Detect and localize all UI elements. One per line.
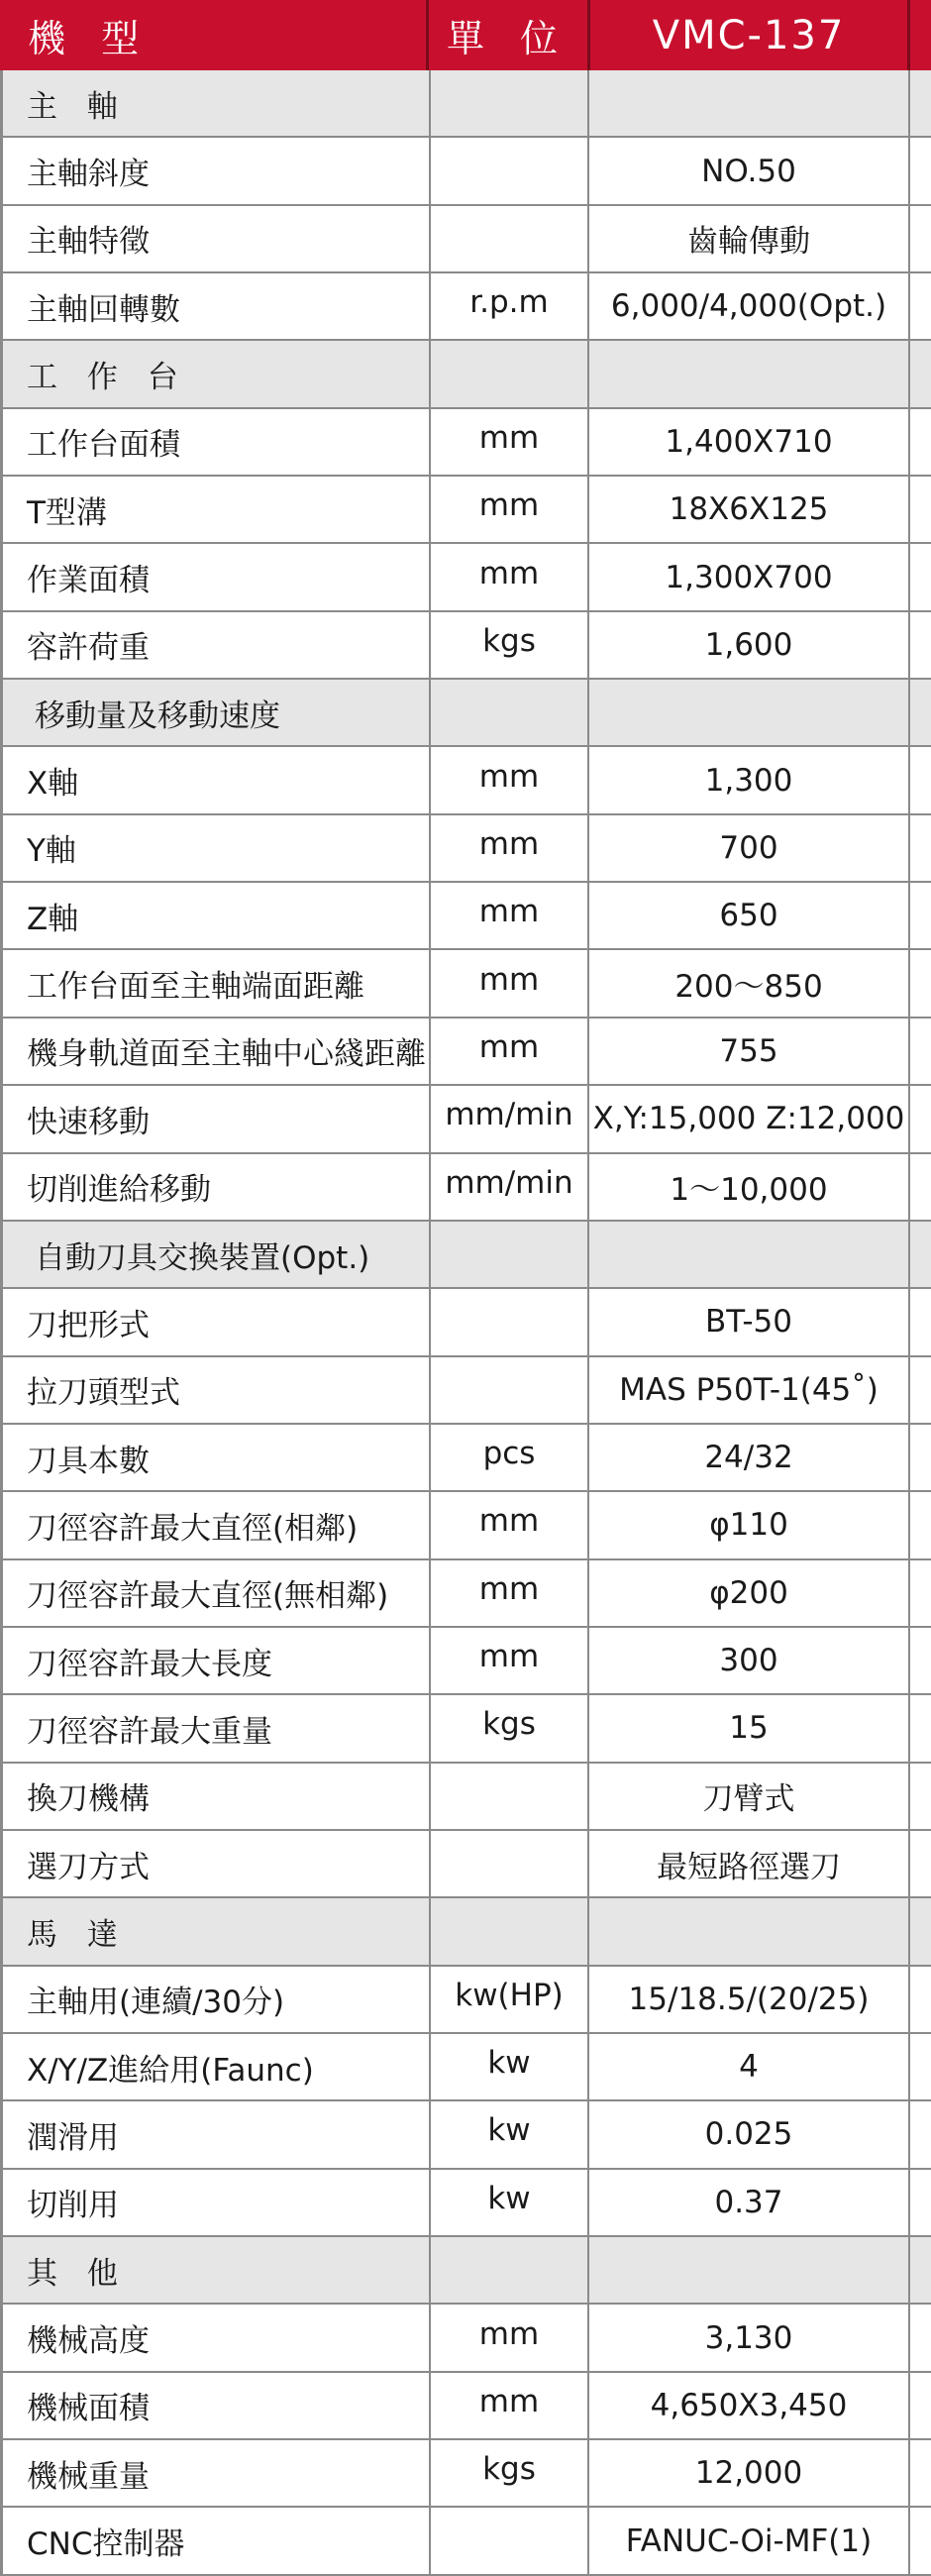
spec-label: 主軸回轉數	[0, 273, 429, 339]
spec-value: 12,000	[587, 2440, 910, 2506]
spec-label: 刀把形式	[0, 1289, 429, 1354]
spec-unit	[429, 1222, 587, 1287]
spec-value: 15	[587, 1695, 910, 1761]
spec-row	[0, 2101, 931, 2169]
spec-label: 機械面積	[0, 2373, 429, 2438]
spec-label: 刀徑容許最大重量	[0, 1695, 429, 1761]
spec-row	[0, 950, 931, 1018]
spec-label: 主軸用(連續/30分)	[0, 1967, 429, 2032]
row-edge	[910, 1289, 931, 1354]
spec-label: 機身軌道面至主軸中心綫距離	[0, 1019, 429, 1084]
spec-row	[0, 612, 931, 680]
spec-row	[0, 477, 931, 544]
row-edge	[910, 273, 931, 339]
spec-value	[587, 70, 910, 136]
section-label: 其 他	[0, 2237, 429, 2303]
spec-unit: mm	[429, 544, 587, 609]
spec-value: 200～850	[587, 950, 910, 1016]
spec-value: X,Y:15,000 Z:12,000	[587, 1086, 910, 1151]
section-row	[0, 70, 931, 138]
spec-label: 選刀方式	[0, 1831, 429, 1896]
spec-label: 主軸特徵	[0, 206, 429, 271]
spec-unit: mm/min	[429, 1154, 587, 1220]
spec-value: φ200	[587, 1560, 910, 1626]
spec-value: φ110	[587, 1492, 910, 1557]
spec-unit: mm/min	[429, 1086, 587, 1151]
spec-label: 切削進給移動	[0, 1154, 429, 1220]
spec-unit	[429, 2237, 587, 2303]
spec-unit	[429, 2508, 587, 2573]
spec-value	[587, 341, 910, 406]
spec-value	[587, 680, 910, 745]
spec-label: 容許荷重	[0, 612, 429, 678]
spec-label: T型溝	[0, 477, 429, 542]
row-edge	[910, 612, 931, 678]
spec-unit	[429, 341, 587, 406]
spec-label: 機械高度	[0, 2305, 429, 2370]
spec-row	[0, 544, 931, 611]
row-edge	[910, 1628, 931, 1693]
spec-unit	[429, 206, 587, 271]
spec-label: 拉刀頭型式	[0, 1357, 429, 1423]
spec-unit	[429, 1898, 587, 1964]
row-edge	[910, 1898, 931, 1964]
spec-unit	[429, 1357, 587, 1423]
row-edge	[910, 1831, 931, 1896]
spec-value	[587, 1898, 910, 1964]
spec-row	[0, 1492, 931, 1559]
spec-row	[0, 2034, 931, 2101]
spec-unit: mm	[429, 2305, 587, 2370]
model-name-header: VMC-137	[587, 0, 910, 70]
spec-row	[0, 2373, 931, 2440]
row-edge	[910, 2034, 931, 2099]
row-edge	[910, 2101, 931, 2167]
spec-row	[0, 1628, 931, 1695]
spec-value	[587, 2237, 910, 2303]
spec-label: 刀具本數	[0, 1425, 429, 1490]
spec-row	[0, 883, 931, 950]
section-row	[0, 1898, 931, 1966]
row-edge	[910, 341, 931, 406]
spec-unit: mm	[429, 2373, 587, 2438]
row-edge	[910, 1019, 931, 1084]
spec-row	[0, 409, 931, 477]
table-header	[0, 0, 931, 70]
row-edge	[910, 815, 931, 881]
spec-unit: mm	[429, 883, 587, 948]
spec-row	[0, 273, 931, 341]
spec-unit: r.p.m	[429, 273, 587, 339]
spec-row	[0, 206, 931, 273]
spec-value: 刀臂式	[587, 1764, 910, 1829]
section-row	[0, 680, 931, 747]
spec-unit: kgs	[429, 1695, 587, 1761]
spec-value: MAS P50T-1(45˚)	[587, 1357, 910, 1423]
spec-value: 300	[587, 1628, 910, 1693]
row-edge	[910, 2508, 931, 2573]
spec-label: X/Y/Z進給用(Faunc)	[0, 2034, 429, 2099]
spec-row	[0, 1764, 931, 1831]
spec-label: 刀徑容許最大長度	[0, 1628, 429, 1693]
spec-row	[0, 1967, 931, 2034]
spec-row	[0, 1019, 931, 1086]
row-edge	[910, 409, 931, 475]
spec-unit	[429, 1831, 587, 1896]
spec-unit	[429, 680, 587, 745]
spec-unit: kgs	[429, 2440, 587, 2506]
row-edge	[910, 680, 931, 745]
spec-value: 1～10,000	[587, 1154, 910, 1220]
spec-unit	[429, 138, 587, 203]
spec-row	[0, 2508, 931, 2575]
spec-row	[0, 1357, 931, 1425]
spec-label: X軸	[0, 747, 429, 812]
row-edge	[910, 1086, 931, 1151]
spec-value: 4	[587, 2034, 910, 2099]
row-edge	[910, 1695, 931, 1761]
section-label: 自動刀具交換裝置(Opt.)	[0, 1222, 429, 1287]
row-edge	[910, 1154, 931, 1220]
spec-row	[0, 1289, 931, 1356]
spec-unit: kw	[429, 2034, 587, 2099]
unit-column-header: 單 位	[426, 0, 587, 70]
spec-row	[0, 815, 931, 883]
row-edge	[910, 2237, 931, 2303]
spec-label: 工作台面至主軸端面距離	[0, 950, 429, 1016]
spec-value: 3,130	[587, 2305, 910, 2370]
row-edge	[910, 138, 931, 203]
spec-value: 0.37	[587, 2170, 910, 2235]
spec-unit: kw	[429, 2101, 587, 2167]
spec-row	[0, 1425, 931, 1492]
section-label: 工 作 台	[0, 341, 429, 406]
spec-unit: mm	[429, 409, 587, 475]
section-row	[0, 2237, 931, 2305]
spec-table-body	[0, 70, 931, 2576]
spec-label: Z軸	[0, 883, 429, 948]
spec-unit: mm	[429, 477, 587, 542]
row-edge	[910, 1967, 931, 2032]
spec-unit	[429, 1764, 587, 1829]
spec-row	[0, 138, 931, 205]
spec-unit: mm	[429, 1019, 587, 1084]
spec-unit: kw	[429, 2170, 587, 2235]
spec-row	[0, 1560, 931, 1628]
section-label: 主 軸	[0, 70, 429, 136]
spec-unit: mm	[429, 1628, 587, 1693]
row-edge	[910, 477, 931, 542]
section-row	[0, 1222, 931, 1289]
spec-row	[0, 2440, 931, 2508]
spec-row	[0, 1831, 931, 1898]
spec-value: 15/18.5/(20/25)	[587, 1967, 910, 2032]
spec-row	[0, 2170, 931, 2237]
row-edge	[910, 747, 931, 812]
spec-label: 換刀機構	[0, 1764, 429, 1829]
spec-row	[0, 747, 931, 814]
row-edge	[910, 1425, 931, 1490]
spec-unit	[429, 1289, 587, 1354]
spec-value	[587, 1222, 910, 1287]
row-edge	[910, 544, 931, 609]
spec-row	[0, 1695, 931, 1763]
row-edge	[910, 2440, 931, 2506]
spec-value: 4,650X3,450	[587, 2373, 910, 2438]
spec-label: 作業面積	[0, 544, 429, 609]
row-edge	[910, 1492, 931, 1557]
spec-row	[0, 1086, 931, 1153]
spec-unit: mm	[429, 1492, 587, 1557]
spec-value: 18X6X125	[587, 477, 910, 542]
spec-row	[0, 2305, 931, 2372]
row-edge	[910, 1222, 931, 1287]
spec-value: 1,600	[587, 612, 910, 678]
spec-unit: mm	[429, 815, 587, 881]
spec-value: 0.025	[587, 2101, 910, 2167]
row-edge	[910, 1357, 931, 1423]
spec-label: 刀徑容許最大直徑(無相鄰)	[0, 1560, 429, 1626]
spec-value: 24/32	[587, 1425, 910, 1490]
spec-value: 650	[587, 883, 910, 948]
spec-unit	[429, 70, 587, 136]
row-edge	[910, 1560, 931, 1626]
spec-label: CNC控制器	[0, 2508, 429, 2573]
spec-unit: mm	[429, 747, 587, 812]
spec-label: 工作台面積	[0, 409, 429, 475]
row-edge	[910, 206, 931, 271]
spec-unit: mm	[429, 950, 587, 1016]
spec-value: 1,400X710	[587, 409, 910, 475]
row-edge	[910, 2305, 931, 2370]
spec-label: 快速移動	[0, 1086, 429, 1151]
row-edge	[910, 2373, 931, 2438]
section-label: 移動量及移動速度	[0, 680, 429, 745]
spec-value: FANUC-Oi-MF(1)	[587, 2508, 910, 2573]
spec-label: 機械重量	[0, 2440, 429, 2506]
spec-label: 主軸斜度	[0, 138, 429, 203]
spec-value: 1,300X700	[587, 544, 910, 609]
spec-unit: kw(HP)	[429, 1967, 587, 2032]
row-edge	[910, 70, 931, 136]
spec-value: BT-50	[587, 1289, 910, 1354]
spec-unit: pcs	[429, 1425, 587, 1490]
row-edge	[910, 2170, 931, 2235]
spec-value: 齒輪傳動	[587, 206, 910, 271]
spec-label: 切削用	[0, 2170, 429, 2235]
spec-unit: mm	[429, 1560, 587, 1626]
spec-value: NO.50	[587, 138, 910, 203]
spec-label: 刀徑容許最大直徑(相鄰)	[0, 1492, 429, 1557]
spec-value: 6,000/4,000(Opt.)	[587, 273, 910, 339]
section-label: 馬 達	[0, 1898, 429, 1964]
spec-label: Y軸	[0, 815, 429, 881]
spec-label: 潤滑用	[0, 2101, 429, 2167]
spec-value: 1,300	[587, 747, 910, 812]
row-edge	[910, 950, 931, 1016]
spec-unit: kgs	[429, 612, 587, 678]
spec-row	[0, 1154, 931, 1222]
spec-value: 最短路徑選刀	[587, 1831, 910, 1896]
row-edge	[910, 883, 931, 948]
spec-value: 755	[587, 1019, 910, 1084]
model-column-header: 機 型	[0, 0, 426, 70]
header-edge	[910, 0, 931, 70]
row-edge	[910, 1764, 931, 1829]
section-row	[0, 341, 931, 408]
spec-value: 700	[587, 815, 910, 881]
